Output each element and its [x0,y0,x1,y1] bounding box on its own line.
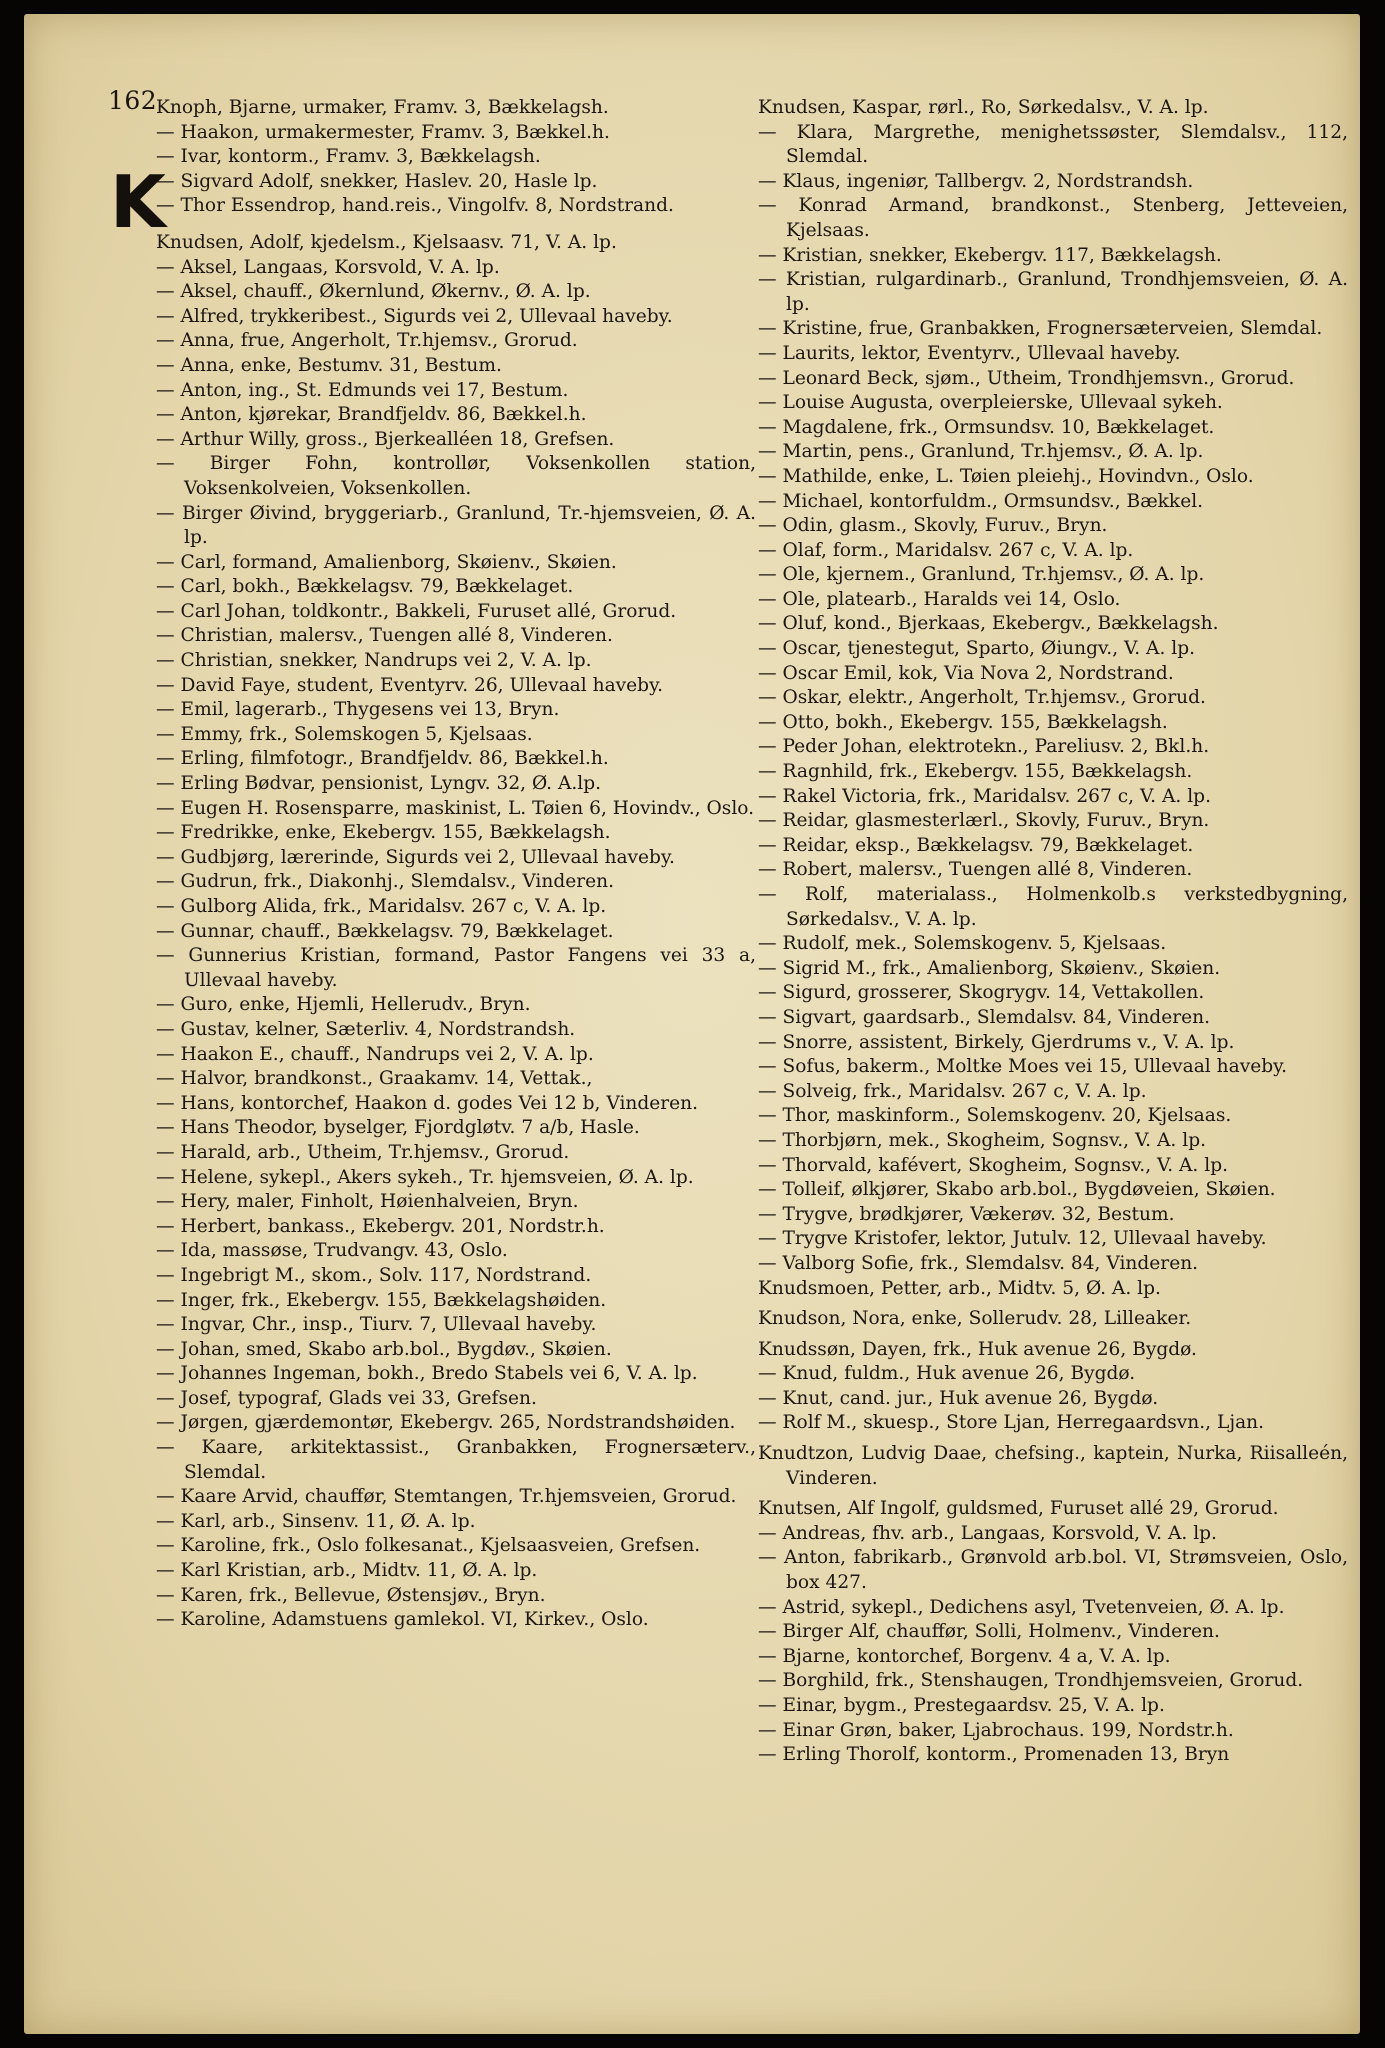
directory-entry: — Gudbjørg, lærerinde, Sigurds vei 2, Ullevaal haveby. [156,846,675,868]
directory-entry: — Ivar, kontorm., Framv. 3, Bækkelagsh. [156,146,541,168]
directory-entry: — Gunnar, chauff., Bækkelagsv. 79, Bækkelaget. [156,920,614,942]
directory-entry: Knudsen, Adolf, kjedelsm., Kjelsaasv. 71, V. A. lp. [156,231,617,253]
directory-entry: — Kristian, snekker, Ekebergv. 117, Bækkelagsh. [758,244,1222,266]
directory-entry: — Karoline, Adamstuens gamlekol. VI, Kirkev., Oslo. [156,1609,649,1631]
directory-entry: — Rudolf, mek., Solemskogenv. 5, Kjelsaas. [758,933,1167,955]
directory-entry: — Oluf, kond., Bjerkaas, Ekebergv., Bækkelagsh. [758,613,1219,635]
directory-entry: — Knut, cand. jur., Huk avenue 26, Bygdø. [758,1387,1159,1409]
directory-entry: — Christian, snekker, Nandrups vei 2, V. A. lp. [156,650,592,672]
directory-entry: — Reidar, eksp., Bækkelagsv. 79, Bækkelaget. [758,834,1194,856]
directory-entry: — Arthur Willy, gross., Bjerkealléen 18, Grefsen. [156,428,615,450]
directory-entry: — Karl, arb., Sinsenv. 11, Ø. A. lp. [156,1510,476,1532]
directory-entry: — Anna, frue, Angerholt, Tr.hjemsv., Grorud. [156,330,578,352]
directory-entry: — Reidar, glasmesterlærl., Skovly, Furuv., Bryn. [758,810,1210,832]
directory-entry: — Gulborg Alida, frk., Maridalsv. 267 c, V. A. lp. [156,896,607,917]
directory-entry: — Anton, fabrikarb., Grønvold arb.bol. VI, Strømsveien, Oslo, box 427. [758,1547,1348,1594]
directory-entry: — Olaf, form., Maridalsv. 267 c, V. A. lp. [758,539,1134,561]
directory-entry: — Kaare, arkitektassist., Granbakken, Frognersæterv., Slemdal. [156,1437,756,1483]
directory-entry: — Carl, bokh., Bækkelagsv. 79, Bækkelaget. [156,576,574,598]
directory-entry: — Halvor, brandkonst., Graakamv. 14, Vettak., [156,1068,593,1090]
directory-entry: — Erling, filmfotogr., Brandfjeldv. 86, Bækkel.h. [156,748,609,770]
directory-entry: — Anton, kjørekar, Brandfjeldv. 86, Bækkel.h. [156,404,587,426]
directory-entry: — Thor, maskinform., Solemskogenv. 20, Kjelsaas. [758,1105,1232,1127]
directory-entry: — Mathilde, enke, L. Tøien pleiehj., Hovindvn., Oslo. [758,465,1254,487]
directory-entry: — Fredrikke, enke, Ekebergv. 155, Bækkelagsh. [156,822,611,844]
directory-entry: — Solveig, frk., Maridalsv. 267 c, V. A. lp. [758,1080,1147,1102]
directory-entry: — Sigrid M., frk., Amalienborg, Skøienv., Skøien. [758,957,1221,979]
directory-entry: — Gunnerius Kristian, formand, Pastor Fangens vei 33 a, Ullevaal haveby. [156,945,756,991]
directory-entry: — Emmy, frk., Solemskogen 5, Kjelsaas. [156,723,533,745]
directory-entry: — Ingebrigt M., skom., Solv. 117, Nordstrand. [156,1264,592,1286]
directory-entry: — Konrad Armand, brandkonst., Stenberg, Jetteveien, Kjelsaas. [758,195,1348,241]
directory-entry: Knudson, Nora, enke, Sollerudv. 28, Lilleaker. [758,1308,1192,1330]
directory-entry: — Klara, Margrethe, menighetssøster, Slemdalsv., 112, Slemdal. [758,121,1348,168]
directory-entry: — Einar Grøn, baker, Ljabrochaus. 199, Nordstr.h. [758,1719,1234,1741]
directory-entry: Knudsen, Kaspar, rørl., Ro, Sørkedalsv., V. A. lp. [758,97,1209,118]
directory-entry: — Oskar, elektr., Angerholt, Tr.hjemsv., Grorud. [758,687,1206,709]
directory-entry: — Johannes Ingeman, bokh., Bredo Stabels vei 6, V. A. lp. [156,1363,698,1385]
directory-entry: — Herbert, bankass., Ekebergv. 201, Nordstr.h. [156,1215,605,1237]
directory-entry: — Aksel, chauff., Økernlund, Økernv., Ø. A. lp. [156,281,591,303]
directory-entry: — Valborg Sofie, frk., Slemdalsv. 84, Vinderen. [758,1252,1199,1274]
directory-entry: — Carl Johan, toldkontr., Bakkeli, Furuset allé, Grorud. [156,600,677,622]
directory-entry: — Eugen H. Rosensparre, maskinist, L. Tøien 6, Hovindv., Oslo. [156,797,755,819]
directory-entry: Knudssøn, Dayen, frk., Huk avenue 26, Bygdø. [758,1338,1197,1360]
directory-entry: — Harald, arb., Utheim, Tr.hjemsv., Grorud. [156,1141,570,1163]
directory-entry: — Rolf, materialass., Holmenkolb.s verkstedbygning, Sørkedalsv., V. A. lp. [758,884,1348,930]
directory-entry: — Guro, enke, Hjemli, Hellerudv., Bryn. [156,994,531,1016]
directory-entry: — Birger Alf, chauffør, Solli, Holmenv., Vinderen. [758,1621,1220,1643]
directory-entry: — Carl, formand, Amalienborg, Skøienv., Skøien. [156,551,617,573]
directory-entry: — Anton, ing., St. Edmunds vei 17, Bestum. [156,379,569,401]
directory-entry: Knudtzon, Ludvig Daae, chefsing., kaptein, Nurka, Riisalleén, Vinderen. [758,1443,1348,1489]
directory-entry: — Kaare Arvid, chauffør, Stemtangen, Tr.hjemsveien, Grorud. [156,1486,737,1508]
directory-entry: — Gustav, kelner, Sæterliv. 4, Nordstrandsh. [156,1018,576,1040]
directory-entry: — Jørgen, gjærdemontør, Ekebergv. 265, Nordstrandshøiden. [156,1412,736,1434]
directory-entry: — Hery, maler, Finholt, Høienhalveien, Bryn. [156,1191,579,1213]
directory-entry: — Laurits, lektor, Eventyrv., Ullevaal haveby. [758,342,1181,364]
directory-entry: — Birger Øivind, bryggeriarb., Granlund, Tr.-hjemsveien, Ø. A. lp. [156,502,756,549]
directory-entry: — Sofus, bakerm., Moltke Moes vei 15, Ullevaal haveby. [758,1056,1288,1078]
directory-entry: — Klaus, ingeniør, Tallbergv. 2, Nordstrandsh. [758,170,1194,192]
left-column [156,96,756,1633]
directory-entry: — Hans Theodor, byselger, Fjordgløtv. 7 a/b, Hasle. [156,1117,640,1139]
directory-entry: — Thor Essendrop, hand.reis., Vingolfv. 8, Nordstrand. [156,195,674,217]
directory-entry: — Astrid, sykepl., Dedichens asyl, Tvetenveien, Ø. A. lp. [758,1596,1285,1618]
directory-entry: — Inger, frk., Ekebergv. 155, Bækkelagshøiden. [156,1289,607,1311]
directory-entry: — Robert, malersv., Tuengen allé 8, Vinderen. [758,859,1193,881]
directory-entry: — Ingvar, Chr., insp., Tiurv. 7, Ullevaal haveby. [156,1314,597,1336]
directory-entry: — Andreas, fhv. arb., Langaas, Korsvold, V. A. lp. [758,1522,1217,1544]
directory-entry: — Otto, bokh., Ekebergv. 155, Bækkelagsh. [758,711,1168,733]
directory-entry: — Knud, fuldm., Huk avenue 26, Bygdø. [758,1363,1136,1385]
directory-page [24,14,1360,2034]
directory-entry: — Ole, kjernem., Granlund, Tr.hjemsv., Ø. A. lp. [758,564,1205,586]
directory-entry: — Haakon, urmakermester, Framv. 3, Bækkel.h. [156,121,610,143]
directory-entry: — Trygve Kristofer, lektor, Jutulv. 12, Ullevaal haveby. [758,1228,1267,1250]
directory-entry: — Trygve, brødkjører, Vækerøv. 32, Bestum. [758,1203,1175,1225]
directory-entry: — Gudrun, frk., Diakonhj., Slemdalsv., Vinderen. [156,871,615,893]
directory-entry: — Bjarne, kontorchef, Borgenv. 4 a, V. A. lp. [758,1645,1171,1667]
directory-entry: — Leonard Beck, sjøm., Utheim, Trondhjemsvn., Grorud. [758,367,1295,389]
directory-entry: — Einar, bygm., Prestegaardsv. 25, V. A. lp. [758,1695,1165,1716]
directory-entry: Knudsmoen, Petter, arb., Midtv. 5, Ø. A. lp. [758,1277,1161,1299]
directory-entry: — Alfred, trykkeribest., Sigurds vei 2, Ullevaal haveby. [156,305,673,327]
directory-entry: Knoph, Bjarne, urmaker, Framv. 3, Bækkelagsh. [156,97,609,118]
directory-entry: — Kristian, rulgardinarb., Granlund, Trondhjemsveien, Ø. A. lp. [758,269,1348,315]
directory-entry: — Sigvart, gaardsarb., Slemdalsv. 84, Vinderen. [758,1006,1210,1028]
directory-entry: — Johan, smed, Skabo arb.bol., Bygdøv., Skøien. [156,1338,612,1360]
directory-entry: — Snorre, assistent, Birkely, Gjerdrums v., V. A. lp. [758,1031,1235,1053]
directory-entry: — Thorbjørn, mek., Skogheim, Sognsv., V. A. lp. [758,1129,1207,1151]
directory-entry: — David Faye, student, Eventyrv. 26, Ullevaal haveby. [156,674,664,696]
directory-entry: — Aksel, Langaas, Korsvold, V. A. lp. [156,256,500,278]
directory-entry: — Anna, enke, Bestumv. 31, Bestum. [156,354,502,376]
directory-entry: — Erling Thorolf, kontorm., Promenaden 13, Bryn [758,1744,1230,1766]
right-column [758,96,1348,1768]
section-letter: K [110,160,166,244]
directory-entry: Knutsen, Alf Ingolf, guldsmed, Furuset allé 29, Grorud. [758,1498,1279,1520]
directory-entry: — Tolleif, ølkjører, Skabo arb.bol., Bygdøveien, Skøien. [758,1179,1276,1201]
directory-entry: — Sigurd, grosserer, Skogrygv. 14, Vettakollen. [758,982,1205,1004]
directory-entry: — Odin, glasm., Skovly, Furuv., Bryn. [758,515,1108,537]
directory-entry: — Ole, platearb., Haralds vei 14, Oslo. [758,588,1121,610]
directory-entry: — Rolf M., skuesp., Store Ljan, Herregaardsvn., Ljan. [758,1412,1265,1434]
directory-entry: — Erling Bødvar, pensionist, Lyngv. 32, Ø. A.lp. [156,773,602,795]
directory-entry: — Oscar, tjenestegut, Sparto, Øiungv., V. A. lp. [758,638,1196,660]
directory-entry: — Karl Kristian, arb., Midtv. 11, Ø. A. lp. [156,1560,538,1582]
directory-entry: — Karoline, frk., Oslo folkesanat., Kjelsaasveien, Grefsen. [156,1535,701,1557]
directory-entry: — Ragnhild, frk., Ekebergv. 155, Bækkelagsh. [758,761,1193,783]
directory-entry: — Peder Johan, elektrotekn., Pareliusv. 2, Bkl.h. [758,736,1210,758]
directory-entry: — Sigvard Adolf, snekker, Haslev. 20, Hasle lp. [156,170,598,192]
directory-entry: — Borghild, frk., Stenshaugen, Trondhjemsveien, Grorud. [758,1670,1304,1692]
page-number: 162 [108,86,158,115]
directory-entry: — Emil, lagerarb., Thygesens vei 13, Bryn. [156,699,560,721]
directory-entry: — Hans, kontorchef, Haakon d. godes Vei 12 b, Vinderen. [156,1092,699,1114]
directory-entry: — Rakel Victoria, frk., Maridalsv. 267 c, V. A. lp. [758,785,1211,807]
directory-entry: — Michael, kontorfuldm., Ormsundsv., Bækkel. [758,490,1204,512]
directory-entry: — Karen, frk., Bellevue, Østensjøv., Bryn. [156,1584,546,1606]
directory-entry: — Christian, malersv., Tuengen allé 8, Vinderen. [156,625,613,647]
directory-entry: — Magdalene, frk., Ormsundsv. 10, Bækkelaget. [758,416,1215,438]
directory-entry: — Kristine, frue, Granbakken, Frognersæterveien, Slemdal. [758,318,1323,340]
directory-entry: — Thorvald, kafévert, Skogheim, Sognsv., V. A. lp. [758,1154,1229,1176]
directory-entry: — Ida, massøse, Trudvangv. 43, Oslo. [156,1240,508,1262]
directory-entry: — Martin, pens., Granlund, Tr.hjemsv., Ø. A. lp. [758,441,1204,463]
directory-entry: — Oscar Emil, kok, Via Nova 2, Nordstrand. [758,662,1174,684]
directory-entry: — Haakon E., chauff., Nandrups vei 2, V. A. lp. [156,1043,594,1065]
directory-entry: — Birger Fohn, kontrollør, Voksenkollen station, Voksenkolveien, Voksenkollen. [156,453,756,499]
directory-entry: — Josef, typograf, Glads vei 33, Grefsen. [156,1387,537,1409]
directory-entry: — Louise Augusta, overpleierske, Ullevaal sykeh. [758,392,1223,414]
directory-entry: — Helene, sykepl., Akers sykeh., Tr. hjemsveien, Ø. A. lp. [156,1166,694,1188]
